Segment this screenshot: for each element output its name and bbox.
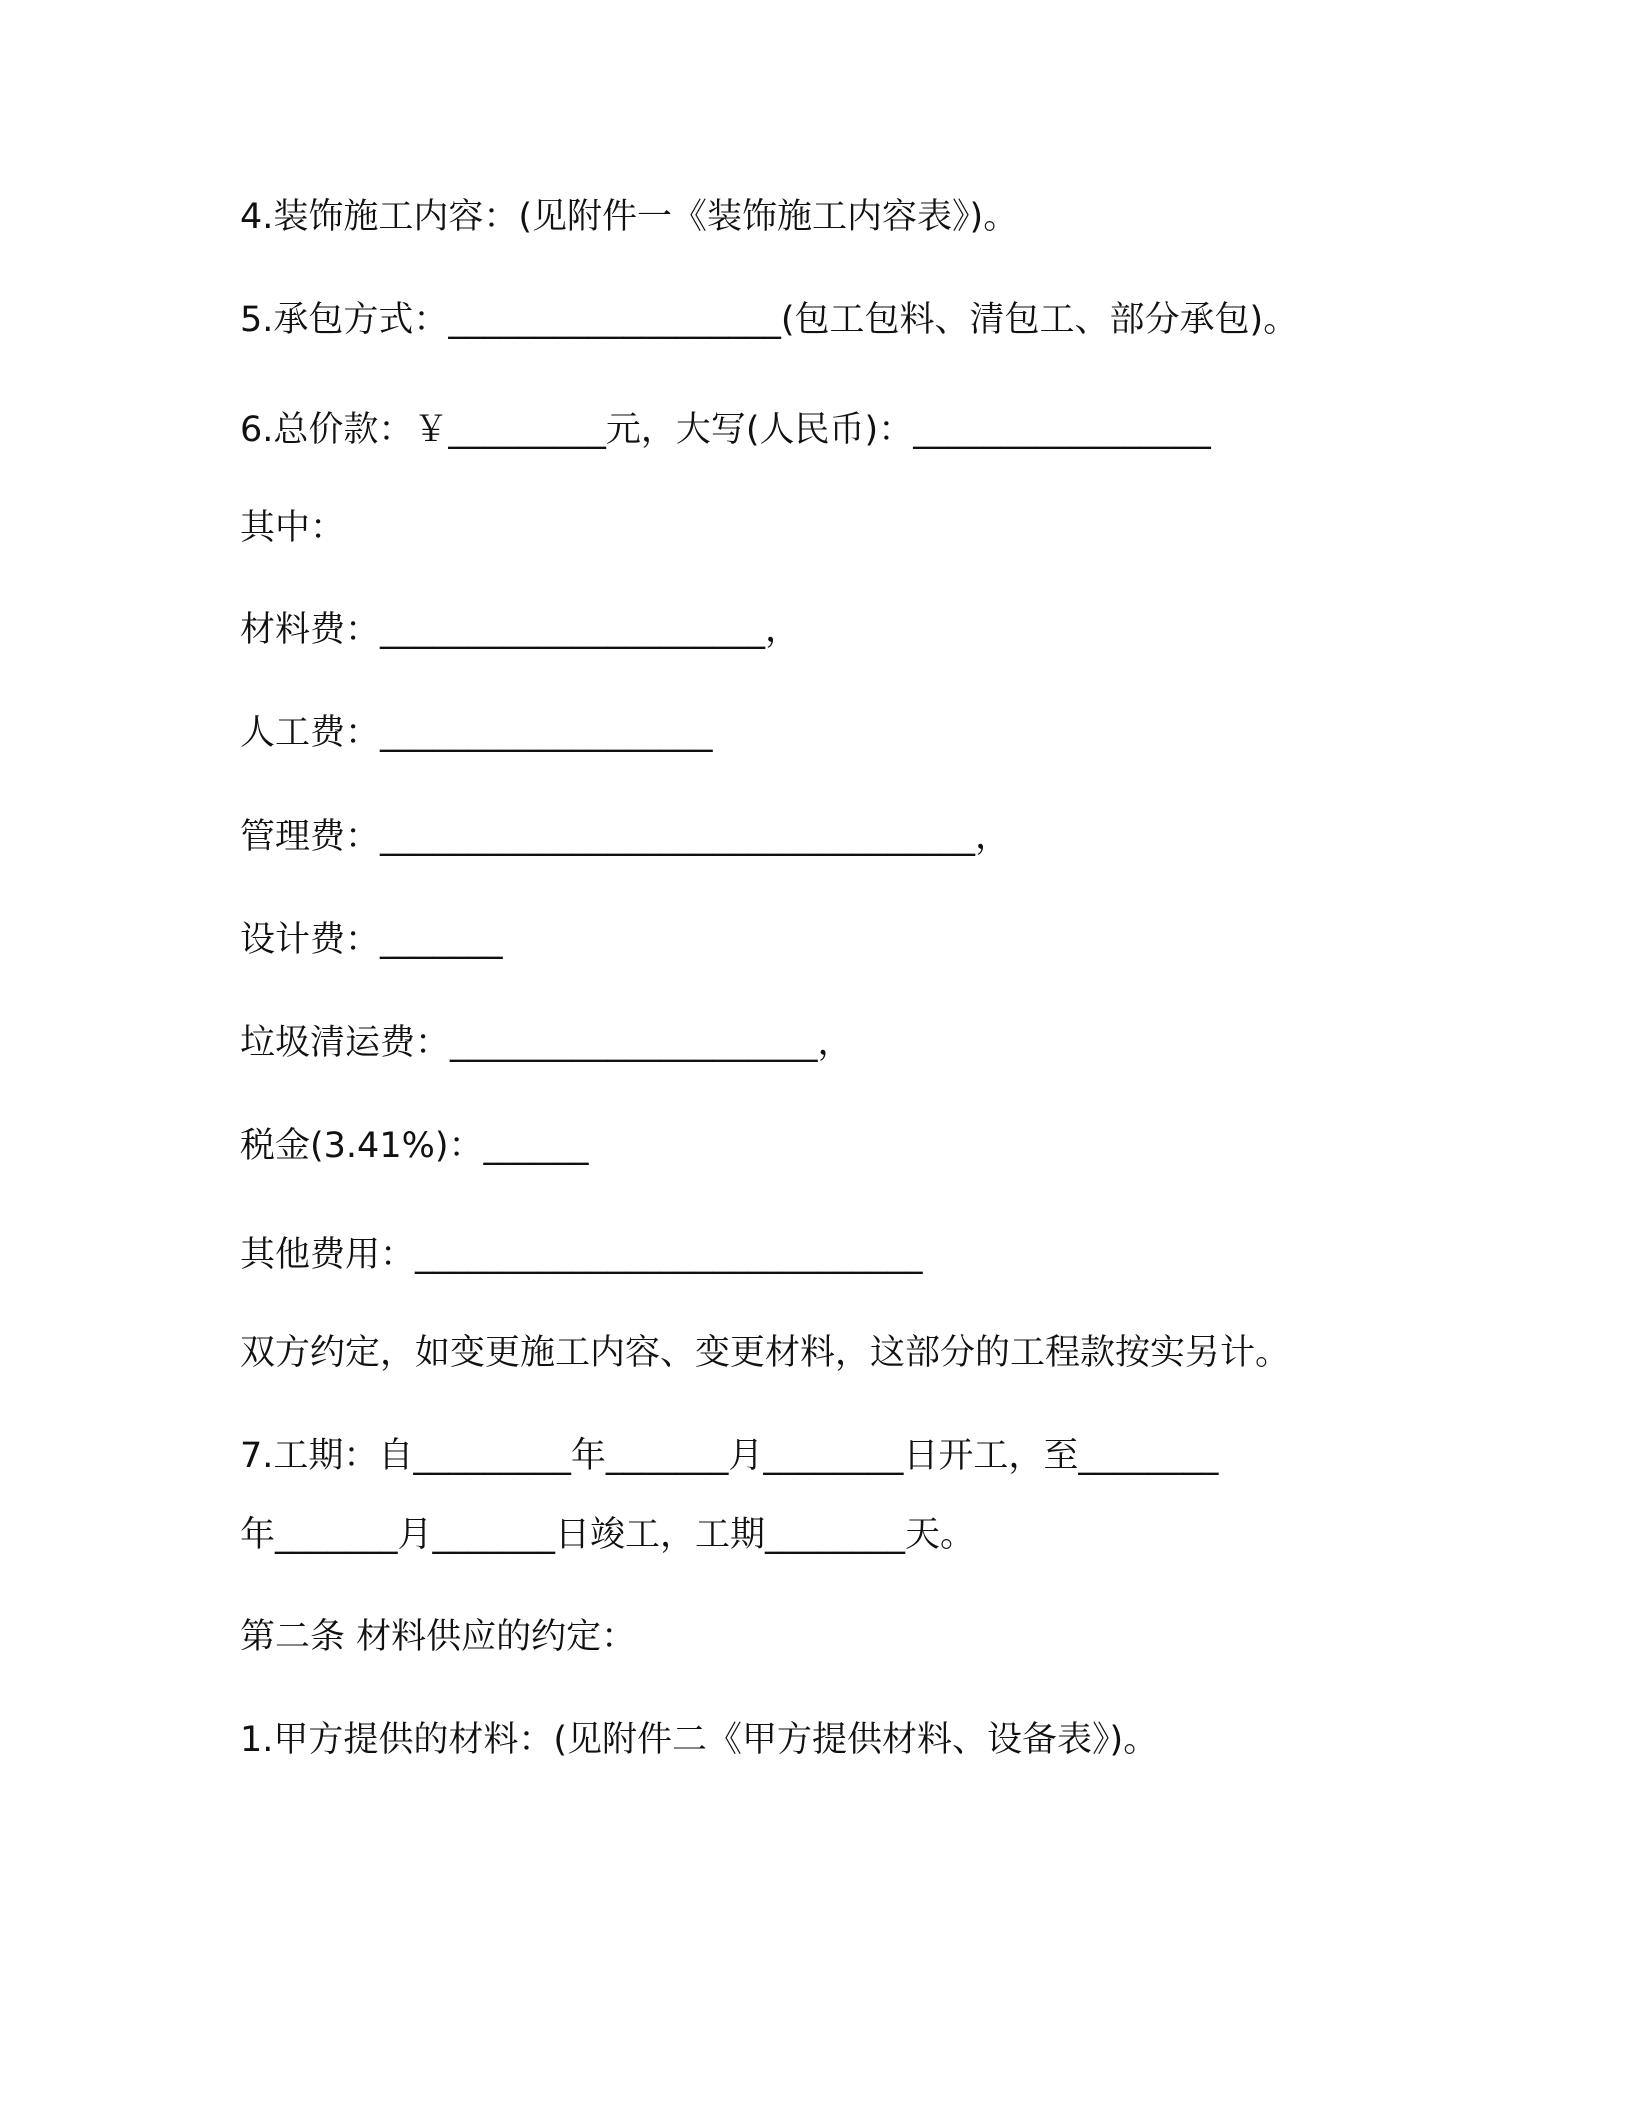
material-fee-line: 材料费：______________________， (240, 610, 801, 650)
clause-6-total-price: 6.总价款：￥_________元，大写(人民币)：_________________ (240, 410, 1211, 450)
waste-removal-fee-line: 垃圾清运费：_____________________， (240, 1023, 853, 1063)
clause-4-decoration-content: 4.装饰施工内容：(见附件一《装饰施工内容表》)。 (240, 197, 1019, 237)
change-agreement-line: 双方约定，如变更施工内容、变更材料，这部分的工程款按实另计。 (240, 1333, 1291, 1373)
management-fee-line: 管理费：__________________________________， (240, 817, 1011, 857)
clause-5-contract-method: 5.承包方式：___________________(包工包料、清包工、部分承包)。 (240, 300, 1299, 340)
other-fees-line: 其他费用：_____________________________ (240, 1235, 923, 1275)
tax-line: 税金(3.41%)：______ (240, 1126, 589, 1166)
breakdown-intro: 其中： (240, 508, 346, 548)
clause-7-schedule-line-1: 7.工期：自_________年_______月________日开工，至________ (240, 1436, 1219, 1476)
article-2-heading: 第二条 材料供应的约定： (240, 1617, 637, 1657)
design-fee-line: 设计费：_______ (240, 920, 503, 960)
clause-7-schedule-line-2: 年_______月_______日竣工，工期________天。 (240, 1515, 976, 1555)
labor-fee-line: 人工费：___________________ (240, 713, 713, 753)
clause-1-party-a-materials: 1.甲方提供的材料：(见附件二《甲方提供材料、设备表》)。 (240, 1720, 1159, 1760)
